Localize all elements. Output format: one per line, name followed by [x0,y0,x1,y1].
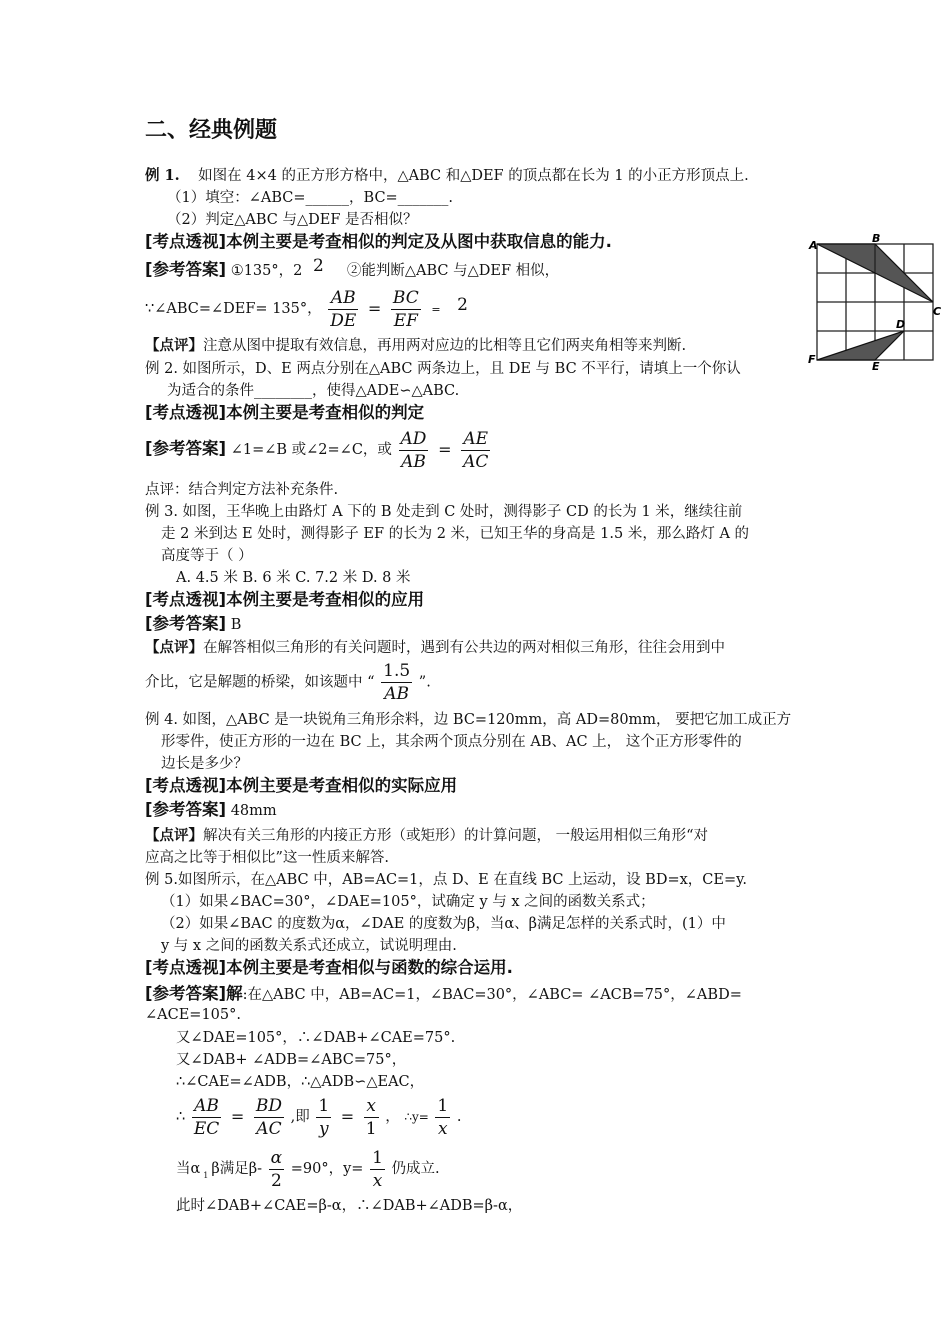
kaodian-tag: [考点透视] [145,403,227,422]
ex3-options: A. 4.5 米 B. 6 米 C. 7.2 米 D. 8 米 [176,570,411,586]
fraction-numerator: AB [192,1095,221,1118]
ex3-line3: 高度等于（ ） [161,548,253,564]
fraction-1-x [435,1095,450,1140]
ex5-line1: 例 5.如图所示，在△ABC 中，AB=AC=1，点 D、E 在直线 BC 上运动，设 BD=x，CE=y. [145,872,747,888]
label-d: D [896,318,906,331]
answer-sqrt: 2 [312,256,324,276]
ex5-answer-line2: ∠ACE=105°. [145,1007,241,1023]
ex3-line2: 走 2 米到达 E 处时，测得影子 EF 的长为 2 米，已知王华的身高是 1.5 米，那么路灯 A 的 [161,526,750,542]
comment-tag: 【点评】 [145,827,203,844]
label-f: F [808,353,816,366]
fraction-numerator: AE [461,428,490,451]
fraction-ab-ec [192,1095,221,1140]
ex5-condition-line [176,1146,440,1194]
ex3-line1: 例 3. 如图，王华晚上由路灯 A 下的 B 处走到 C 处时，测得影子 CD 的长为 1 米，继续往前 [145,504,743,520]
label-a: A [809,239,818,252]
ex4-comment-line2: 应高之比等于相似比”这一性质来解答. [145,850,390,866]
fraction-numerator: BD [255,1095,283,1116]
kaodian-text: 本例主要是考查相似的实际应用 [226,776,458,795]
still-text: 仍成立. [391,1161,440,1177]
kaodian-text: 本例主要是考查相似的判定及从图中获取信息的能力. [226,232,612,251]
so-y: ∴y= [404,1110,429,1124]
fraction-1-x [370,1147,385,1192]
fraction-denominator: x [372,1170,383,1191]
ex4-line1: 例 4. 如图，△ABC 是一块锐角三角形余料，边 BC=120mm，高 AD=80mm， 要把它加工成正方 [145,712,792,728]
answer-text: B [230,617,242,633]
fraction-numerator: 1 [437,1095,449,1116]
fraction-1-y [316,1095,331,1140]
fraction-1.5-ab [381,660,412,705]
equals-sign: = [340,1107,355,1126]
equals-sign: = [438,440,452,459]
kaodian-text: 本例主要是考查相似的判定 [226,403,425,422]
ex3-comment-line2 [145,660,431,705]
ex4-answer [145,800,277,821]
kaodian-tag: [考点透视] [145,776,227,795]
ex3-kaodian [145,590,424,611]
ex1-because-line [145,286,468,332]
ex1-kaodian [145,232,612,253]
answer-jie: 解 [226,984,243,1003]
kaodian-text: 本例主要是考查相似的应用 [226,590,425,609]
subscript-1: 1 [203,1171,209,1180]
ex1-answer [145,256,560,281]
fraction-numerator: BC [392,287,419,308]
because-text: ∵∠ABC=∠DEF= 135°， [145,301,322,317]
fraction-denominator: x [438,1118,448,1139]
fraction-denominator: EC [193,1118,220,1139]
fraction-denominator: y [318,1118,329,1139]
comment-tag: 【点评】 [145,639,203,656]
ex5-step2: 又∠DAB+ ∠ADB=∠ABC=75°， [176,1052,407,1068]
fraction-x-1 [364,1095,379,1140]
ex4-line3: 边长是多少？ [161,756,248,772]
kaodian-tag: [考点透视] [145,590,227,609]
ex3-answer [145,614,241,635]
ex4-line2: 形零件，使正方形的一边在 BC 上，其余两个顶点分别在 AB、AC 上， 这个正方形零件的 [161,734,742,750]
answer-tag: [参考答案] [145,260,227,279]
ex4-comment-line1 [145,826,708,846]
answer-tag: [参考答案] [145,614,227,633]
fraction-denominator: DE [330,310,357,331]
when-text: 当α [176,1161,201,1177]
comment-text: 注意从图中提取有效信息，再用两对应边的比相等且它们两夹角相等来判断. [203,338,687,354]
ex5-line3: （2）如果∠BAC 的度数为α，∠DAE 的度数为β，当α、β满足怎样的关系式时，(1）中 [161,916,726,932]
comment-text: 解决有关三角形的内接正方形（或矩形）的计算问题， 一般运用相似三角形“对 [203,828,709,844]
fraction-denominator: 1 [365,1118,377,1139]
kaodian-tag: [考点透视] [145,958,227,977]
ex5-last-line: 此时∠DAB+∠CAE=β-α，∴∠DAB+∠ADB=β-α， [176,1198,523,1214]
ex5-answer [145,984,742,1005]
answer-part2: ②能判断△ABC 与△DEF 相似， [346,263,560,279]
ex1-line2: （1）填空：∠ABC=______，BC=_______. [167,190,454,206]
comment-tag: 【点评】 [145,337,203,354]
fraction-numerator: AD [400,428,427,449]
ex1-comment [145,336,686,356]
fraction-ab-de [328,287,358,332]
answer-text: ∠1=∠B 或∠2=∠C，或 [230,442,392,458]
label-c: C [933,305,942,318]
fraction-denominator: 2 [271,1170,282,1191]
ex5-kaodian [145,958,513,979]
therefore-symbol: ∴ [176,1109,186,1125]
answer-tag: [参考答案] [145,439,227,458]
label-e: E [872,360,880,372]
fraction-numerator: 1 [318,1095,330,1116]
answer-part1: ①135°，2 [230,263,303,279]
kaodian-tag: [考点透视] [145,232,227,251]
equals-sign: = [367,299,382,318]
triangle-def [817,331,904,360]
fraction-denominator: AC [463,451,489,472]
fraction-bc-ef [391,287,421,332]
fraction-numerator: 1 [372,1147,383,1168]
ex1-line1 [145,166,749,186]
fraction-denominator: AC [256,1118,282,1139]
ex5-line4: y 与 x 之间的函数关系式还成立，试说明理由. [161,938,457,954]
ex3-comment-line1 [145,638,725,658]
fraction-ae-ac [461,428,490,473]
ex2-comment: 点评：结合判定方法补充条件. [145,482,339,498]
fraction-numerator: α [270,1147,283,1168]
section-title: 二、经典例题 [145,118,278,143]
fraction-numerator: AB [328,287,358,310]
fraction-numerator: 1.5 [383,661,411,681]
ex1-question: 如图在 4×4 的正方形方格中，△ABC 和△DEF 的顶点都在长为 1 的小正方形顶点上. [198,168,749,184]
ex4-kaodian [145,776,457,797]
equals-sign: = [230,1107,245,1126]
answer-tag: [参考答案] [145,800,227,819]
ex5-step1: 又∠DAE=105°，∴∠DAB+∠CAE=75°. [176,1030,456,1046]
fraction-denominator: EF [393,310,418,331]
ji-text: ,即 [290,1109,310,1125]
answer-text: :在△ABC 中，AB=AC=1，∠BAC=30°，∠ABC= ∠ACB=75°，∠ABD= [242,987,742,1003]
ex2-line2: 为适合的条件________，使得△ADE∽△ABC. [167,383,460,399]
period: . [456,1109,462,1125]
ex2-answer [145,427,492,473]
ex2-kaodian [145,403,424,424]
fraction-denominator: AB [384,684,410,704]
comma: ， [385,1109,400,1125]
satisfy-text: β满足β- [211,1161,263,1177]
fraction-numerator: x [364,1095,379,1118]
fraction-bd-ac [254,1095,284,1140]
degree-text: =90°，y= [290,1161,364,1177]
fraction-denominator: AB [401,451,426,472]
ex1-label: 例 1. [145,167,180,184]
kaodian-text: 本例主要是考查相似与函数的综合运用. [226,958,513,977]
grid-figure [805,232,942,372]
ex1-line3: （2）判定△ABC 与△DEF 是否相似？ [167,212,418,228]
ex5-line2: （1）如果∠BAC=30°，∠DAE=105°，试确定 y 与 x 之间的函数关系式； [161,894,655,910]
answer-tag: [参考答案] [145,984,227,1003]
equals-small: = [431,303,441,316]
comment-text: 在解答相似三角形的有关问题时，遇到有公共边的两对相似三角形，往往会用到中 [203,640,725,656]
label-b: B [872,232,881,245]
ex5-proportion-line [176,1094,461,1140]
answer-text: 48mm [230,803,277,819]
ex5-step3: ∴∠CAE=∠ADB，∴△ADB∽△EAC， [176,1074,425,1090]
ex2-line1: 例 2. 如图所示，D、E 两点分别在△ABC 两条边上，且 DE 与 BC 不平行，请填上一个你认 [145,361,741,377]
comment-text-a: 介比，它是解题的桥梁，如该题中 “ [145,674,375,691]
ratio-value: 2 [457,295,468,315]
comment-text-b: ”. [418,674,431,691]
fraction-ad-ab [399,428,429,473]
fraction-alpha-2 [269,1147,284,1192]
